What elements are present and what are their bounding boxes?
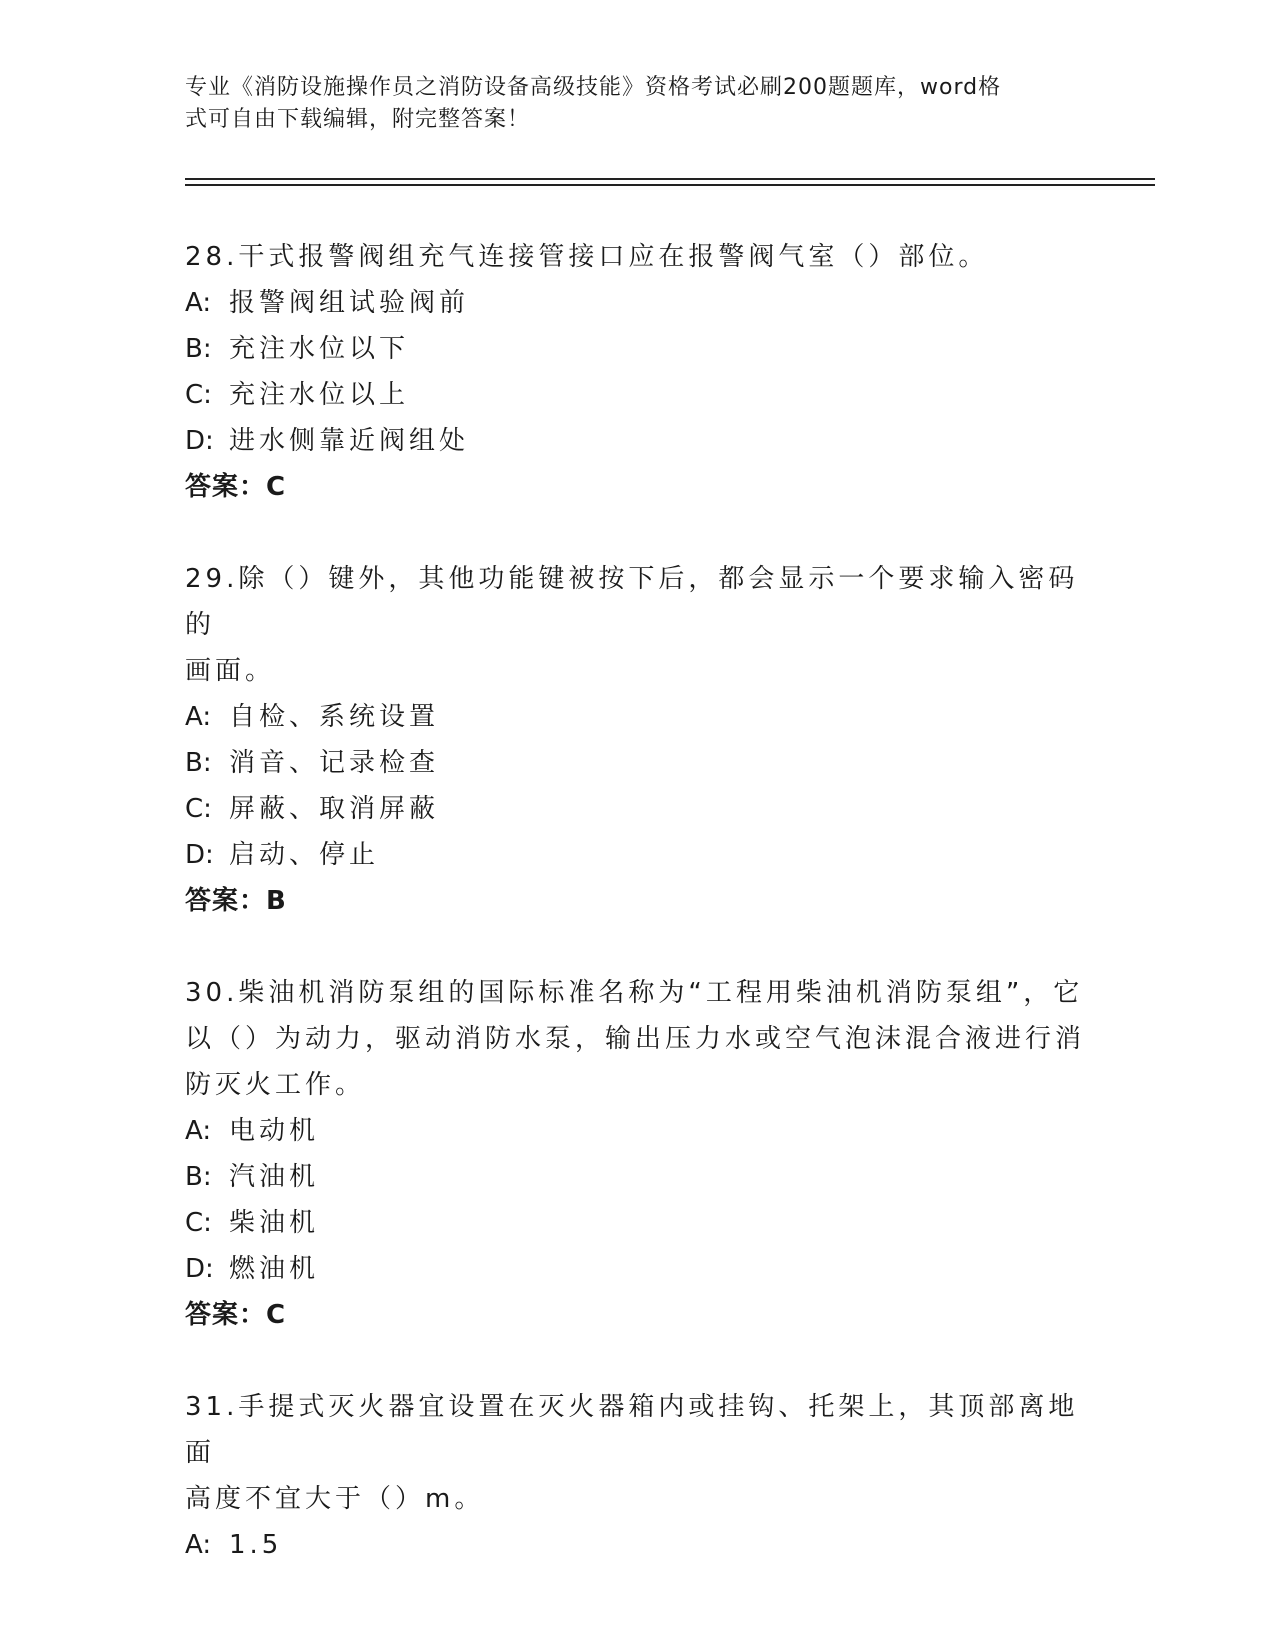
option-d xyxy=(185,418,1085,464)
option-a xyxy=(185,1108,1085,1154)
option-key: D: xyxy=(185,840,214,870)
option-key: D: xyxy=(185,426,214,456)
option-text: 柴油机 xyxy=(229,1208,320,1238)
stem-line: 31.手提式灭火器宜设置在灭火器箱内或挂钩、托架上，其顶部离地面 xyxy=(185,1392,1079,1468)
option-d xyxy=(185,832,1085,878)
question-stem xyxy=(185,970,1085,1108)
option-c xyxy=(185,372,1085,418)
question-29 xyxy=(185,556,1085,924)
stem-line: 28.干式报警阀组充气连接管接口应在报警阀气室（）部位。 xyxy=(185,242,989,272)
answer-line: 答案：B xyxy=(185,886,287,916)
option-key: A: xyxy=(185,1530,212,1560)
question-30 xyxy=(185,970,1085,1338)
option-text: 自检、系统设置 xyxy=(229,702,440,732)
question-stem xyxy=(185,556,1085,694)
option-b xyxy=(185,740,1085,786)
option-c xyxy=(185,1200,1085,1246)
header-divider-bottom xyxy=(185,184,1155,186)
option-key: C: xyxy=(185,1208,212,1238)
option-key: D: xyxy=(185,1254,214,1284)
option-key: A: xyxy=(185,1116,212,1146)
header-divider-top xyxy=(185,178,1155,180)
option-text: 1.5 xyxy=(229,1530,283,1560)
header-line-1: 专业《消防设施操作员之消防设备高级技能》资格考试必刷200题题库，word格 xyxy=(185,75,1002,100)
stem-line: 高度不宜大于（）m。 xyxy=(185,1484,485,1514)
question-list xyxy=(185,234,1085,1614)
header-line-2: 式可自由下载编辑，附完整答案！ xyxy=(185,107,531,132)
stem-line: 30.柴油机消防泵组的国际标准名称为“工程用柴油机消防泵组”，它 xyxy=(185,978,1084,1008)
option-text: 启动、停止 xyxy=(229,840,380,870)
option-b xyxy=(185,1154,1085,1200)
option-key: B: xyxy=(185,1162,212,1192)
option-text: 屏蔽、取消屏蔽 xyxy=(229,794,440,824)
answer-line: 答案：C xyxy=(185,472,287,502)
option-key: A: xyxy=(185,288,212,318)
option-text: 燃油机 xyxy=(229,1254,320,1284)
answer-line: 答案：C xyxy=(185,1300,287,1330)
document-header xyxy=(185,72,1065,136)
option-key: C: xyxy=(185,794,212,824)
question-stem xyxy=(185,234,1085,280)
stem-line: 以（）为动力，驱动消防水泵，输出压力水或空气泡沫混合液进行消 xyxy=(185,1024,1086,1054)
option-text: 充注水位以下 xyxy=(229,334,410,364)
question-31 xyxy=(185,1384,1085,1568)
question-28 xyxy=(185,234,1085,510)
option-a xyxy=(185,1522,1085,1568)
option-key: B: xyxy=(185,748,212,778)
option-text: 消音、记录检查 xyxy=(229,748,440,778)
option-key: A: xyxy=(185,702,212,732)
option-d xyxy=(185,1246,1085,1292)
option-c xyxy=(185,786,1085,832)
stem-line: 29.除（）键外，其他功能键被按下后，都会显示一个要求输入密码的 xyxy=(185,564,1079,640)
option-key: C: xyxy=(185,380,212,410)
option-key: B: xyxy=(185,334,212,364)
option-b xyxy=(185,326,1085,372)
question-stem xyxy=(185,1384,1085,1522)
option-text: 电动机 xyxy=(229,1116,320,1146)
option-a xyxy=(185,694,1085,740)
option-text: 报警阀组试验阀前 xyxy=(229,288,470,318)
option-text: 汽油机 xyxy=(229,1162,320,1192)
option-text: 充注水位以上 xyxy=(229,380,410,410)
option-a xyxy=(185,280,1085,326)
stem-line: 画面。 xyxy=(185,656,276,686)
option-text: 进水侧靠近阀组处 xyxy=(229,426,470,456)
stem-line: 防灭火工作。 xyxy=(185,1070,366,1100)
